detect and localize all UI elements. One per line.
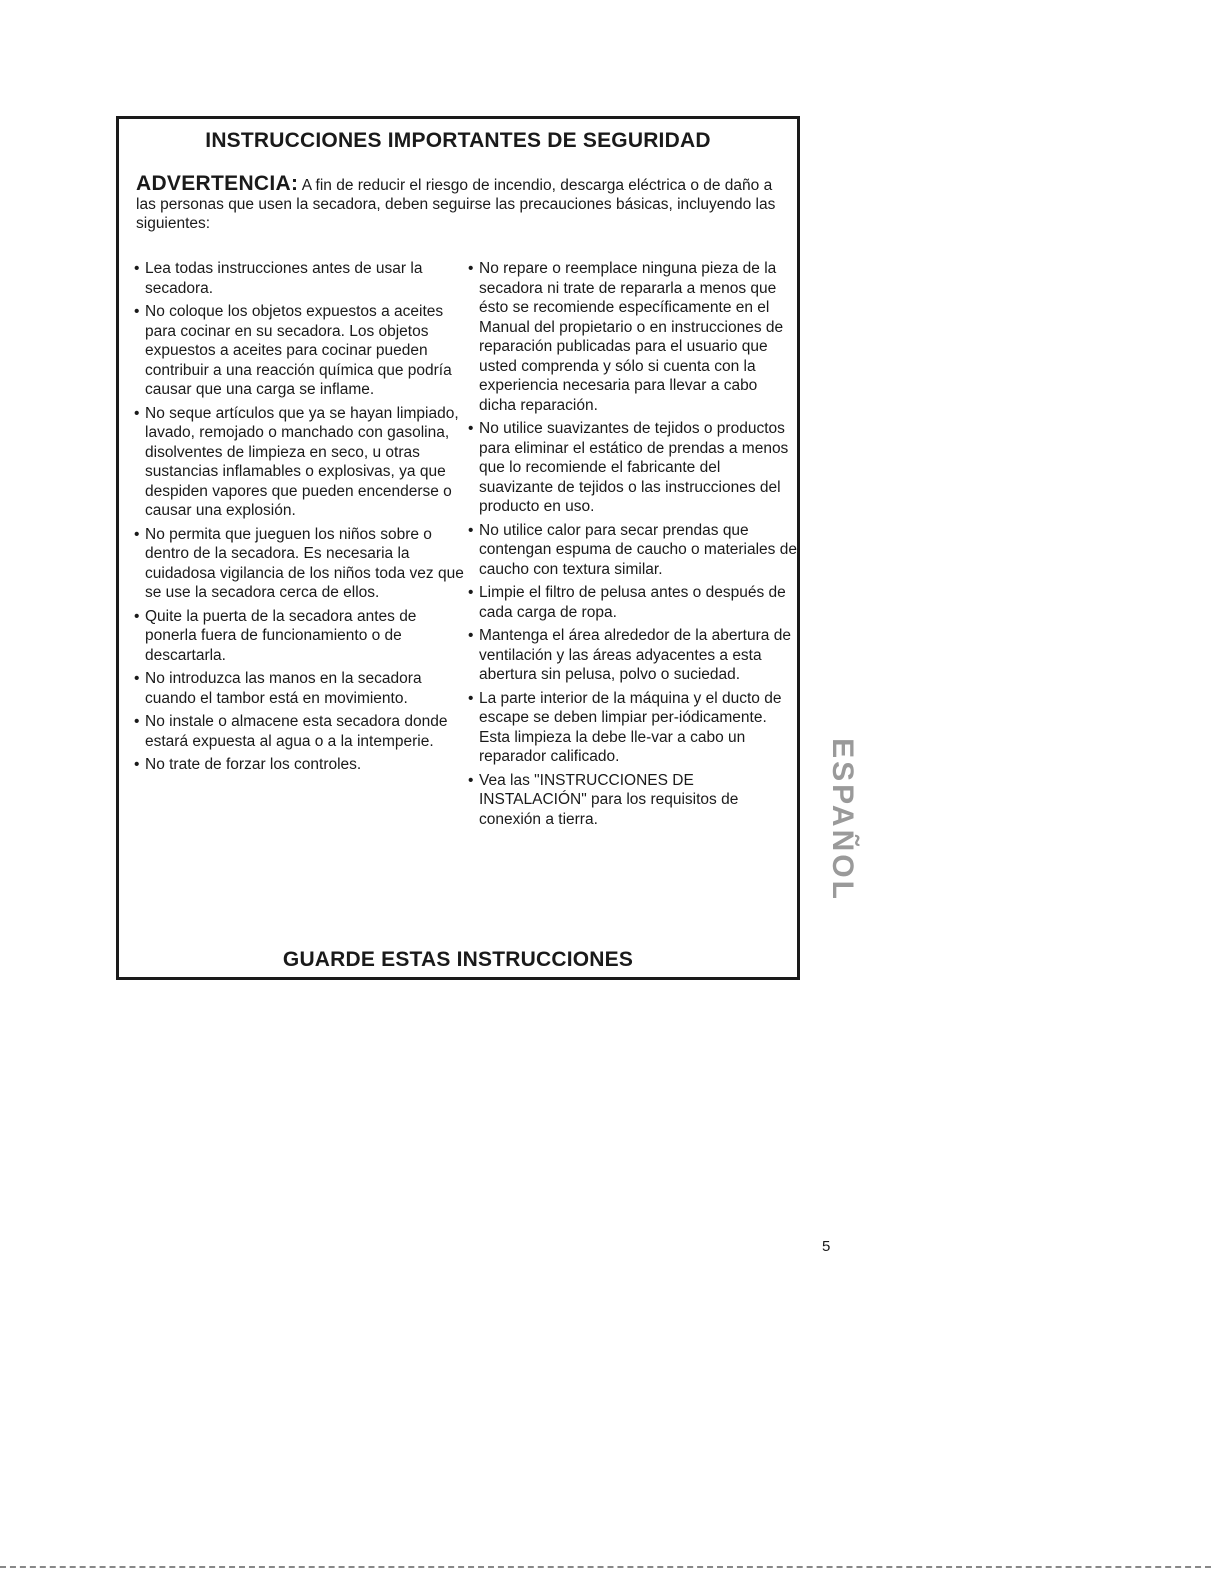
bullet: • [134,607,140,625]
box-footer: GUARDE ESTAS INSTRUCCIONES [282,948,634,971]
list-item-text: No instale o almacene esta secadora donde estará expuesta al agua o a la intemperie. [145,713,448,750]
bullet: • [468,260,474,277]
list-item-text: Vea las "INSTRUCCIONES DE INSTALACIÓN" para los requisitos de conexión a tierra. [479,771,739,828]
bullet: • [134,525,140,543]
list-item-text: No utilice calor para secar prendas que contengan espuma de caucho o materiales de caucho con textura similar. [479,521,797,578]
bullet: • [134,670,140,687]
list-item-text: No seque artículos que ya se hayan limpiado, lavado, remojado o manchado con gasolina, disolventes de limpieza en seco, u otras sustancias inflamables o explosivas, ya que despiden vapores que pueden encenderse o causar una explosión. [145,404,459,519]
list-item-text: Quite la puerta de la secadora antes de ponerla fuera de funcionamiento o de descartarla. [145,607,417,664]
bullet: • [468,521,474,539]
bullet: • [134,260,140,277]
list-item [468,419,798,517]
list-item [134,669,464,708]
warning-intro [136,174,786,233]
list-item-text: No utilice suavizantes de tejidos o productos para eliminar el estático de prendas a menos que lo recomiende el fabricante del suavizante de tejidos o las instrucciones del producto en uso. [479,420,789,515]
bullet: • [468,689,474,707]
list-item-text: Lea todas instrucciones antes de usar la secadora. [145,260,423,297]
box-title: INSTRUCCIONES IMPORTANTES DE SEGURIDAD [205,129,711,152]
warning-text: A fin de reducir el riesgo de incendio, descarga eléctrica o de daño a las personas que usen la secadora, deben seguirse las precauciones básicas, incluyendo las siguientes: [136,177,776,232]
list-item-text: La parte interior de la máquina y el ducto de escape se deben limpiar per-iódicamente. Esta limpieza la debe lle-var a cabo un reparador calificado. [479,689,782,765]
bullet: • [134,404,140,422]
language-tab-label: ESPAÑOL [826,738,860,902]
list-item-text: No permita que jueguen los niños sobre o dentro de la secadora. Es necesaria la cuidadosa vigilancia de los niños toda vez que se use la secadora cerca de ellos. [145,525,464,601]
list-item-text: No repare o reemplace ninguna pieza de la secadora ni trate de repararla a menos que ésto se recomiende específicamente en el Manual del propietario o en instrucciones de reparación publicadas para el usuario que usted comprenda y sólo si cuenta con la experiencia necesaria para llevar a cabo dicha reparación. [479,260,784,414]
page-number: 5 [822,1238,831,1255]
list-item-text: No coloque los objetos expuestos a aceites para cocinar en su secadora. Los objetos expuestos a aceites para cocinar pueden contribuir a una reacción química que podría causar que una carga se inflame. [145,303,452,398]
list-item-text: Limpie el filtro de pelusa antes o después de cada carga de ropa. [479,584,786,621]
bullet: • [468,420,474,437]
language-side-tab [822,730,862,910]
right-column [468,259,798,833]
list-item [468,689,798,767]
list-item [134,259,464,298]
bullet: • [468,584,474,601]
warning-label: ADVERTENCIA: [136,172,299,195]
safety-instructions-box [116,116,800,980]
bullet: • [468,771,474,789]
list-item [468,771,798,830]
list-item [134,607,464,666]
list-item-text: No introduzca las manos en la secadora cuando el tambor está en movimiento. [145,670,422,707]
list-item-text: No trate de forzar los controles. [145,756,362,773]
list-item [468,583,798,622]
bottom-divider [0,1566,1211,1568]
list-item [468,259,798,415]
bullet: • [134,303,140,320]
list-item [134,525,464,603]
list-item [134,712,464,751]
bullet: • [134,713,140,730]
list-item-text: Mantenga el área alrededor de la abertura de ventilación y las áreas adyacentes a esta abertura sin pelusa, polvo o suciedad. [479,627,791,683]
bullet: • [134,756,140,773]
left-column [134,259,464,779]
list-item [134,755,464,775]
bullet: • [468,627,474,644]
list-item [468,626,798,685]
list-item [468,521,798,580]
list-item [134,404,464,521]
list-item [134,302,464,400]
